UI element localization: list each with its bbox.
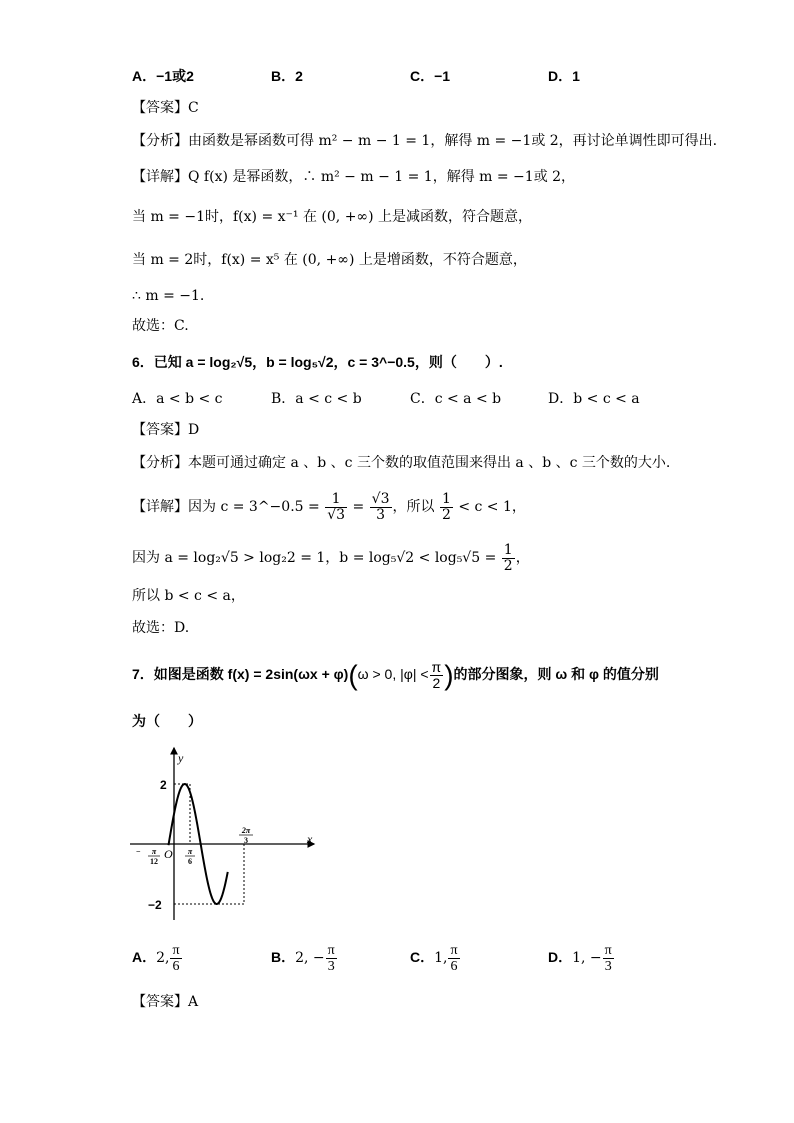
analysis-text: 本题可通过确定 a 、b 、c 三个数的取值范围来得出 a 、b 、c 三个数的大小. (188, 455, 671, 471)
origin-label: O (164, 847, 173, 861)
q5-option-d: D．1 (548, 68, 580, 84)
q7-option-d (548, 940, 615, 975)
detail-line-2a: 因为 a = log₂√5 > log₂2 = 1，b = log₅√2 < log₅√5 = (132, 550, 497, 566)
fraction-1-over-sqrt3 (325, 492, 347, 523)
q7-option-c (410, 940, 461, 975)
q5-option-b: B．2 (271, 68, 303, 84)
q5-option-c: C．−1 (410, 68, 451, 84)
q7-stem-a: 7．如图是函数 f(x) = 2sin(ωx + φ) (132, 666, 349, 682)
detail-tag: 【详解】 (132, 498, 188, 514)
answer-tag: 【答案】 (132, 421, 188, 437)
frac-den: 6 (450, 958, 458, 974)
frac-den: 3 (327, 958, 335, 974)
option-letter: D． (548, 949, 573, 965)
answer-tag: 【答案】 (132, 99, 188, 115)
option-fraction (603, 943, 614, 974)
frac-den: 2 (432, 674, 441, 691)
q5-analysis (132, 130, 717, 151)
option-pre: 2, − (295, 950, 325, 966)
frac-num: π (604, 942, 612, 958)
tick-num: π (187, 847, 193, 856)
frac-num: π (327, 942, 335, 958)
q6-option-b: B．a < c < b (271, 391, 362, 407)
option-letter: C． (410, 949, 435, 965)
x-tick-pi-6 (185, 847, 195, 866)
option-letter: B． (271, 949, 296, 965)
fraction-1-over-2 (502, 543, 515, 574)
q5-detail (132, 166, 575, 187)
detail-text-c: < c < 1， (458, 499, 526, 515)
fraction-pi-over-2 (430, 660, 444, 691)
frac-den: 6 (172, 958, 180, 974)
frac-den: 3 (604, 958, 612, 974)
frac-den: 3 (376, 506, 386, 523)
paren-close: ) (444, 659, 454, 691)
answer-value: D (188, 422, 200, 438)
option-fraction (170, 943, 181, 974)
y-axis-label: y (178, 751, 184, 765)
tick-den: 3 (244, 836, 248, 845)
q6-option-c: C．c < a < b (410, 391, 502, 407)
q5-answer (132, 97, 199, 118)
x-tick-2pi-3 (239, 826, 253, 845)
equals-sign: = (352, 499, 365, 515)
paren-open: ( (348, 659, 358, 691)
q6-analysis (132, 452, 670, 473)
q6-choose: 故选：D. (132, 620, 190, 636)
analysis-tag: 【分析】 (132, 132, 188, 148)
option-pre: 1, − (572, 950, 602, 966)
tick-den: 12 (150, 857, 158, 866)
q7-option-a (132, 940, 183, 975)
frac-den: 2 (503, 557, 513, 574)
q6-detail (132, 488, 526, 525)
tick-minus: − (136, 847, 141, 856)
tick-num: 2π (241, 826, 251, 835)
x-axis-label: x (307, 832, 313, 846)
analysis-tag: 【分析】 (132, 454, 188, 470)
frac-num: π (431, 658, 442, 675)
q6-option-a: A．a < b < c (132, 391, 223, 407)
tick-num: π (151, 847, 157, 856)
detail-text-b: ，所以 (392, 499, 435, 515)
frac-den: 2 (441, 506, 451, 523)
q7-stem-cond: ω > 0, |φ| < (357, 666, 429, 682)
q5-conclusion: ∴ m = −1. (132, 288, 205, 304)
answer-tag: 【答案】 (132, 993, 188, 1009)
q6-stem: 6．已知 a = log₂√5，b = log₅√2，c = 3^−0.5，则（ ）. (132, 354, 503, 370)
frac-num: 1 (503, 541, 513, 558)
q7-answer (132, 991, 198, 1012)
frac-den: √3 (327, 506, 346, 523)
q5-choose: 故选：C. (132, 318, 189, 334)
option-letter: A． (132, 949, 157, 965)
answer-value: A (188, 994, 199, 1010)
detail-text: Q f(x) 是幂函数，∴ m² − m − 1 = 1，解得 m = −1或 2， (188, 169, 576, 185)
x-tick-neg-pi-12 (136, 847, 160, 866)
q6-answer (132, 419, 199, 440)
q5-case-2: 当 m = 2时，f(x) = x⁵ 在 (0, +∞) 上是增函数，不符合题意， (132, 252, 527, 268)
sine-graph (128, 742, 328, 922)
detail-line-2b: ， (515, 550, 530, 566)
q5-case-1: 当 m = −1时，f(x) = x⁻¹ 在 (0, +∞) 上是减函数，符合题意， (132, 209, 532, 225)
option-fraction (448, 943, 459, 974)
q7-stem-b: 的部分图象，则 ω 和 φ 的值分别 (453, 666, 659, 682)
q7-stem-line-2: 为（ ） (132, 713, 202, 729)
option-fraction (326, 943, 337, 974)
fraction-sqrt3-over-3 (370, 492, 392, 523)
frac-num: π (172, 942, 180, 958)
fraction-1-over-2 (440, 492, 453, 523)
q5-option-a: A．−1或2 (132, 68, 194, 84)
analysis-text: 由函数是幂函数可得 m² − m − 1 = 1，解得 m = −1或 2，再讨论单调性即可得出. (188, 133, 718, 149)
q7-stem (132, 656, 659, 693)
y-tick-neg2: −2 (148, 898, 162, 912)
detail-text-a: 因为 c = 3^−0.5 = (188, 499, 320, 515)
frac-num: 1 (325, 492, 347, 508)
q6-detail-line-2 (132, 540, 530, 576)
option-pre: 2, (156, 950, 170, 966)
y-tick-2: 2 (160, 778, 167, 792)
q6-detail-line-3: 所以 b < c < a， (132, 588, 245, 604)
frac-num: π (450, 942, 458, 958)
tick-den: 6 (188, 857, 192, 866)
q6-option-d: D．b < c < a (548, 391, 640, 407)
q7-option-b (271, 940, 338, 975)
frac-num: √3 (371, 490, 390, 507)
detail-tag: 【详解】 (132, 168, 188, 184)
option-pre: 1, (434, 950, 448, 966)
answer-value: C (188, 100, 199, 116)
frac-num: 1 (441, 490, 451, 507)
